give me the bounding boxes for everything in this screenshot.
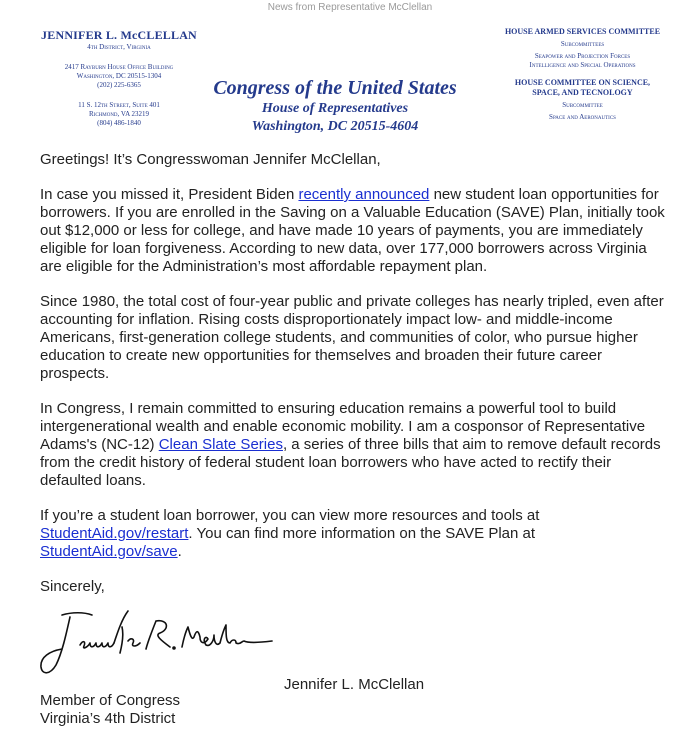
paragraph-2: Since 1980, the total cost of four-year public and private colleges has nearly tripled, even after accounting for inflation. Rising costs disproportionately impact low- and middle-income Americans, first-generation college students, and communities of color, who pursue higher education to create new opportunities for themselves and broaden their future career prospects. bbox=[40, 293, 664, 382]
paragraph-4-end: . bbox=[177, 543, 182, 560]
local-office-line-1: 11 S. 12th Street, Suite 401 bbox=[78, 101, 160, 109]
subcommittee-label: Subcommittee bbox=[562, 101, 603, 109]
dc-office-line-1: 2417 Rayburn House Office Building bbox=[64, 63, 174, 71]
paragraph-4 bbox=[40, 507, 670, 561]
preheader-text: News from Representative McClellan bbox=[267, 2, 433, 13]
letter-body bbox=[40, 151, 670, 613]
house-title: House of Representatives bbox=[261, 101, 409, 116]
committee-science-line-2: SPACE, AND TECNOLOGY bbox=[532, 88, 633, 97]
subcommittee-space: Space and Aeronautics bbox=[549, 113, 616, 121]
handwritten-signature bbox=[36, 607, 276, 679]
paragraph-3-start: In Congress, I remain committed to ensuring education remains a powerful tool to build intergenerational wealth and enable economic mobility. I am a cosponsor of Representative Adams's (NC-12) bbox=[40, 400, 646, 453]
dc-office-phone: (202) 225-6365 bbox=[97, 81, 141, 89]
subcommittee-intelligence: Intelligence and Special Operations bbox=[529, 61, 636, 69]
greeting: Greetings! It’s Congresswoman Jennifer McClellan, bbox=[40, 151, 381, 168]
dc-office-line-2: Washington, DC 20515-1304 bbox=[76, 72, 162, 80]
signature-title bbox=[40, 692, 180, 728]
committee-science-line-1: HOUSE COMMITTEE ON SCIENCE, bbox=[514, 78, 651, 87]
paragraph-3-end: , a series of three bills that aim to remove default records from the credit history of federal student loan borrowers who have acted to rectify their defaulted loans. bbox=[40, 436, 661, 489]
title-line-1: Member of Congress bbox=[40, 692, 181, 709]
congress-title: Congress of the United States bbox=[213, 77, 457, 99]
letterhead-left bbox=[24, 28, 214, 128]
local-office-phone: (804) 486-1840 bbox=[97, 119, 141, 127]
subcommittee-seapower: Seapower and Projection Forces bbox=[534, 52, 631, 60]
signed-name: Jennifer L. McClellan bbox=[284, 676, 425, 693]
letterhead-center bbox=[190, 76, 480, 136]
title-line-2: Virginia’s 4th District bbox=[40, 710, 176, 727]
paragraph-3 bbox=[40, 400, 670, 490]
letterhead-right bbox=[470, 27, 695, 122]
closing: Sincerely, bbox=[40, 578, 105, 595]
paragraph-4-start: If you’re a student loan borrower, you can view more resources and tools at bbox=[40, 507, 540, 524]
local-office-line-2: Richmond, VA 23219 bbox=[88, 110, 149, 118]
committee-armed-services: HOUSE ARMED SERVICES COMMITTEE bbox=[504, 27, 661, 36]
studentaid-restart-link[interactable]: StudentAid.gov/restart bbox=[40, 525, 189, 542]
paragraph-1-start: In case you missed it, President Biden bbox=[40, 186, 299, 203]
district-label: 4th District, Virginia bbox=[87, 43, 151, 51]
subcommittees-label: Subcommittees bbox=[560, 40, 605, 48]
rep-name-header: JENNIFER L. McCLELLAN bbox=[41, 28, 197, 42]
studentaid-save-link[interactable]: StudentAid.gov/save bbox=[40, 543, 178, 560]
city-line: Washington, DC 20515-4604 bbox=[251, 119, 419, 134]
paragraph-1-end: new student loan opportunities for borrowers. If you are enrolled in the Saving on a Valuable Education (SAVE) Plan, initially took out $12,000 or less for college, and have made 10 years of payments, you are immediately eligible for loan forgiveness. According to new data, over 177,000 borrowers across Virginia are eligible for the Administration’s most affordable repayment plan. bbox=[40, 186, 665, 275]
paragraph-1 bbox=[40, 186, 670, 276]
clean-slate-series-link[interactable]: Clean Slate Series bbox=[158, 436, 283, 453]
paragraph-4-middle: . You can find more information on the SAVE Plan at bbox=[188, 525, 536, 542]
recently-announced-link[interactable]: recently announced bbox=[298, 186, 430, 203]
